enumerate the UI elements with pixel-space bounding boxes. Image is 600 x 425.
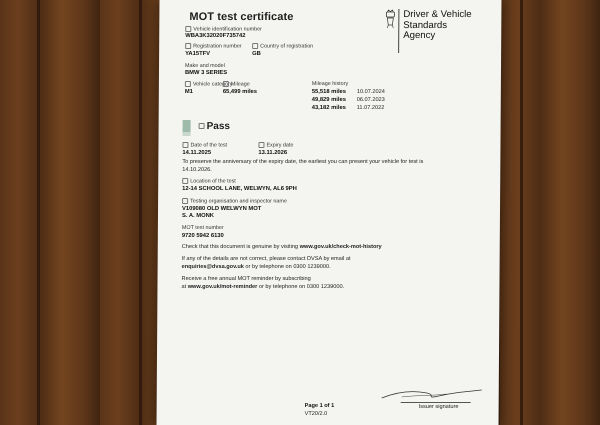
category-label-text: Vehicle category [192, 81, 233, 88]
calendar-icon [258, 142, 264, 148]
organisation-label [182, 198, 287, 204]
page-number: Page 1 of 1 [304, 403, 335, 409]
test-number-label: MOT test number [181, 225, 224, 231]
mot-certificate-sheet [157, 0, 502, 425]
incorrect-details-note: If any of the details are not correct, please contact DVSA by email at [181, 256, 351, 262]
vin-label-text: Vehicle identification number [193, 26, 262, 33]
date-of-test-value: 14.11.2025 [182, 150, 212, 156]
genuine-check-note [182, 244, 382, 250]
mileage-history-label: Mileage history [311, 81, 349, 87]
calendar-icon [182, 142, 188, 148]
vin-value: WBA3K32020F735742 [185, 33, 246, 39]
wood-plank-seam [520, 0, 523, 425]
info-icon [185, 43, 191, 49]
location-value: 12-14 SCHOOL LANE, WELWYN, AL6 9PH [182, 186, 297, 192]
agency-name [403, 10, 471, 42]
incorrect-details-contact [182, 264, 331, 270]
location-label-text: Location of the test [190, 178, 236, 185]
mileage-value: 65,499 miles [222, 89, 258, 95]
mot-reminder-link[interactable]: www.gov.uk/mot-reminder [187, 284, 258, 290]
country-label-text: Country of registration [260, 43, 314, 50]
date-of-test-label-text: Date of the test [190, 142, 228, 149]
check-icon [199, 123, 205, 129]
issuer-signature-label: Issuer signature [418, 404, 459, 410]
location-label [182, 178, 236, 184]
agency-line: Driver & Vehicle [403, 9, 472, 20]
mileage-history-miles: 55,518 miles [311, 89, 347, 95]
mileage-label-text: Mileage [230, 81, 250, 88]
pass-indicator-bar [183, 132, 191, 136]
agency-line: Agency [403, 30, 436, 41]
mileage-label [223, 81, 250, 87]
mileage-history-date: 06.07.2023 [356, 97, 385, 103]
dvsa-email-link[interactable]: enquiries@dvsa.gov.uk [181, 264, 244, 270]
preserve-note-date: 14.10.2026. [182, 167, 212, 173]
reminder-phone: or by telephone on 0300 1239000. [258, 284, 345, 290]
mileage-history-miles: 49,829 miles [311, 97, 346, 103]
wood-plank-seam [37, 0, 40, 425]
crown-crest-icon [385, 9, 395, 33]
info-icon [185, 26, 191, 32]
check-mot-history-link[interactable]: www.gov.uk/check-mot-history [299, 244, 382, 250]
mileage-history-miles: 43,182 miles [311, 105, 346, 111]
wood-plank-seam [139, 0, 142, 425]
info-icon [252, 43, 258, 49]
country-value: GB [252, 51, 261, 57]
location-pin-icon [182, 178, 188, 184]
expiry-label-text: Expiry date [266, 142, 294, 149]
incorrect-details-phone: or by telephone on 0300 1239000. [245, 264, 331, 270]
organisation-label-text: Testing organisation and inspector name [190, 198, 287, 205]
preserve-note: To preserve the anniversary of the expiry date, the earliest you can present your vehicle for test is [182, 159, 424, 165]
expiry-value: 13.11.2026 [258, 150, 288, 156]
reminder-at-text: at [181, 284, 187, 290]
test-number-value: 9720 5942 6130 [181, 233, 224, 239]
registration-label [185, 43, 242, 49]
reminder-contact [181, 284, 344, 290]
make-model-label: Make and model [185, 63, 225, 69]
form-code: VT20/2.0 [304, 411, 328, 417]
agency-line: Standards [403, 19, 448, 31]
test-result [199, 121, 230, 132]
person-icon [182, 198, 188, 204]
reminder-note: Receive a free annual MOT reminder by subscribing [181, 276, 311, 282]
agency-divider [398, 9, 399, 53]
mileage-history-date: 11.07.2022 [356, 105, 385, 111]
vin-label [185, 26, 262, 32]
organisation-value: V109080 OLD WELWYN MOT [182, 206, 262, 212]
certificate-title: MOT test certificate [189, 11, 294, 23]
country-label [252, 43, 313, 49]
test-result-text: Pass [206, 121, 230, 132]
make-model-value: BMW 3 SERIES [184, 70, 228, 76]
info-icon [223, 81, 229, 87]
info-icon [185, 81, 191, 87]
registration-value: YA15TFV [185, 51, 211, 57]
genuine-check-text: Check that this document is genuine by visiting [181, 244, 299, 250]
inspector-value: S. A. MONK [181, 213, 214, 219]
expiry-label [258, 142, 293, 148]
category-value: M1 [184, 89, 193, 95]
registration-label-text: Registration number [193, 43, 242, 50]
mileage-history-date: 10.07.2024 [356, 89, 385, 95]
date-of-test-label [182, 142, 227, 148]
signature-line [401, 402, 471, 403]
